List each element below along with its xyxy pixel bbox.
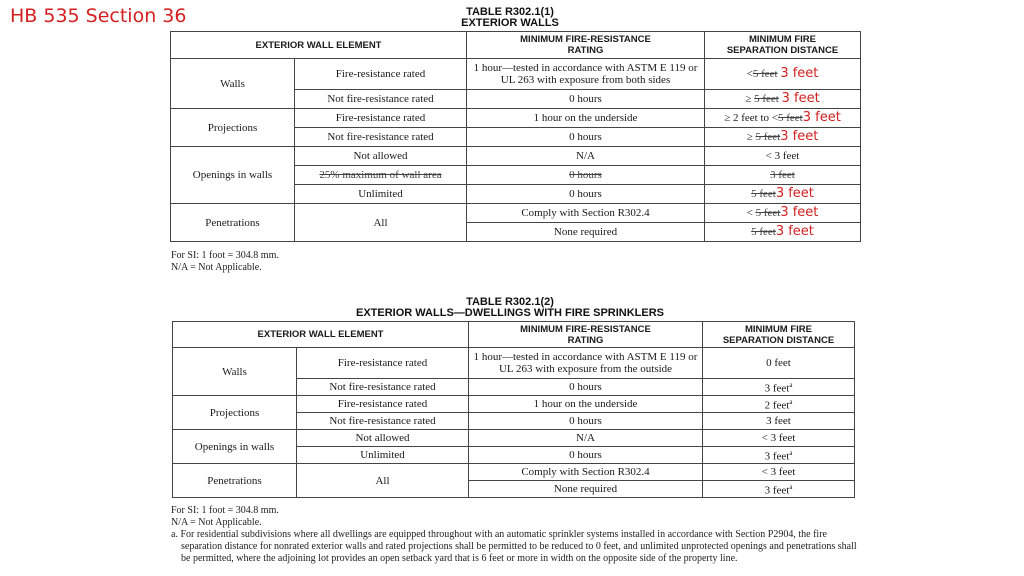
footnote-ref: a — [789, 398, 793, 407]
distance-cell — [705, 109, 861, 128]
note-line: N/A = Not Applicable. — [171, 517, 262, 528]
dist-prefix: ≥ — [746, 131, 753, 143]
table-cell — [703, 481, 855, 498]
amended-distance: 3 feet — [780, 129, 819, 144]
table1-header-element: EXTERIOR WALL ELEMENT — [171, 32, 467, 59]
group-walls: Walls — [171, 59, 295, 109]
table-cell: Comply with Section R302.4 — [469, 464, 703, 481]
distance-cell — [705, 90, 861, 109]
table-cell: < 3 feet — [703, 430, 855, 447]
distance-value: 2 feet — [764, 399, 790, 412]
table-cell: Unlimited — [297, 447, 469, 464]
group-projections: Projections — [173, 396, 297, 430]
table-cell: 0 hours — [469, 379, 703, 396]
table-cell: 1 hour—tested in accordance with ASTM E 119 or UL 263 with exposure from the outside — [469, 348, 703, 379]
table-cell — [703, 379, 855, 396]
group-penetrations: Penetrations — [173, 464, 297, 498]
table-cell: None required — [469, 481, 703, 498]
table-cell: 3 feet — [703, 413, 855, 430]
table-cell: Not fire-resistance rated — [295, 128, 467, 147]
amended-distance: 3 feet — [780, 66, 819, 81]
amended-distance: 3 feet — [781, 91, 820, 106]
table-cell: 1 hour on the underside — [467, 109, 705, 128]
table-cell: Not fire-resistance rated — [297, 413, 469, 430]
struck-distance: 5 feet — [754, 93, 779, 105]
table-cell: 0 hours — [467, 90, 705, 109]
table-cell: 1 hour—tested in accordance with ASTM E 119 or UL 263 with exposure from both sides — [467, 59, 705, 90]
table-cell — [705, 166, 861, 185]
table2-header-element: EXTERIOR WALL ELEMENT — [173, 322, 469, 348]
table-cell: Unlimited — [295, 185, 467, 204]
table-cell: 1 hour on the underside — [469, 396, 703, 413]
group-walls: Walls — [173, 348, 297, 396]
distance-cell — [705, 204, 861, 223]
table2-title: EXTERIOR WALLS—DWELLINGS WITH FIRE SPRINKLERS — [356, 307, 664, 319]
struck-distance: 5 feet — [755, 207, 781, 219]
distance-cell — [705, 185, 861, 204]
table1-heading — [370, 7, 650, 29]
table2-notes — [171, 505, 861, 565]
table2-header-distance: MINIMUM FIRE SEPARATION DISTANCE — [703, 322, 855, 348]
group-openings: Openings in walls — [171, 147, 295, 204]
table1-number: TABLE R302.1(1) — [466, 6, 554, 18]
table-cell: 0 hours — [467, 185, 705, 204]
table2 — [172, 321, 855, 498]
struck-distance: 5 feet — [751, 188, 776, 200]
distance-cell — [705, 59, 861, 90]
amended-distance: 3 feet — [775, 224, 814, 239]
distance-value: 3 feet — [764, 484, 790, 497]
table1-header-distance: MINIMUM FIRE SEPARATION DISTANCE — [705, 32, 861, 59]
table-cell: Not allowed — [297, 430, 469, 447]
table-cell: All — [297, 464, 469, 498]
table2-heading — [330, 297, 690, 319]
table-cell — [703, 447, 855, 464]
table-cell: All — [295, 204, 467, 242]
table-cell: Fire-resistance rated — [295, 59, 467, 90]
table-cell: 0 hours — [469, 413, 703, 430]
table-cell: None required — [467, 223, 705, 242]
table-cell: Fire-resistance rated — [295, 109, 467, 128]
footnote-ref: a — [789, 449, 793, 458]
amended-distance: 3 feet — [802, 110, 841, 125]
group-openings: Openings in walls — [173, 430, 297, 464]
table-cell: N/A — [467, 147, 705, 166]
amended-distance: 3 feet — [775, 186, 814, 201]
table-cell: N/A — [469, 430, 703, 447]
dist-prefix: ≥ — [745, 93, 752, 105]
dist-prefix: ≥ 2 feet to < — [724, 112, 778, 124]
footnote-a: a. For residential subdivisions where all dwellings are equipped throughout with an automatic sprinkler systems installed in accordance with Section P2904, the fire separation distance for nonrated exterior walls and rated projections shall be permitted to be reduced to 0 feet, and unlimited unprotected openings and penetrations shall be permitted, where the adjoining lot provides an open setback yard that is 6 feet or more in width on the opposite side of the property line. — [171, 529, 857, 564]
note-line: N/A = Not Applicable. — [171, 262, 262, 273]
struck-text: 3 feet — [770, 169, 795, 181]
table1 — [170, 31, 861, 242]
table-cell: < 3 feet — [703, 464, 855, 481]
struck-distance: 5 feet — [755, 131, 781, 143]
table-cell: < 3 feet — [705, 147, 861, 166]
table1-header-rating: MINIMUM FIRE-RESISTANCE RATING — [467, 32, 705, 59]
table-cell — [467, 166, 705, 185]
struck-distance: 5 feet — [752, 68, 778, 80]
distance-cell — [705, 223, 861, 242]
struck-text: 0 hours — [569, 169, 602, 181]
table2-number: TABLE R302.1(2) — [466, 296, 554, 308]
table-cell: Not allowed — [295, 147, 467, 166]
table-cell: Comply with Section R302.4 — [467, 204, 705, 223]
group-penetrations: Penetrations — [171, 204, 295, 242]
distance-cell — [705, 128, 861, 147]
table-cell: Fire-resistance rated — [297, 396, 469, 413]
table-cell: 0 hours — [469, 447, 703, 464]
footnote-ref: a — [789, 483, 793, 492]
footnote-ref: a — [789, 381, 793, 390]
table-cell — [703, 396, 855, 413]
struck-distance: 5 feet — [777, 112, 803, 124]
distance-value: 3 feet — [764, 382, 790, 395]
table-cell: Not fire-resistance rated — [297, 379, 469, 396]
dist-prefix: < — [746, 68, 753, 80]
table2-header-rating: MINIMUM FIRE-RESISTANCE RATING — [469, 322, 703, 348]
amended-distance: 3 feet — [780, 205, 819, 220]
table-cell: 0 feet — [703, 348, 855, 379]
table-cell — [295, 166, 467, 185]
struck-distance: 5 feet — [751, 226, 776, 238]
distance-value: 3 feet — [764, 450, 790, 463]
struck-text: 25% maximum of wall area — [319, 169, 442, 181]
table1-title: EXTERIOR WALLS — [461, 17, 559, 29]
note-line: For SI: 1 foot = 304.8 mm. — [171, 250, 279, 261]
table-cell: 0 hours — [467, 128, 705, 147]
slide-title: HB 535 Section 36 — [10, 5, 187, 27]
table1-notes — [171, 250, 279, 274]
group-projections: Projections — [171, 109, 295, 147]
note-line: For SI: 1 foot = 304.8 mm. — [171, 505, 279, 516]
dist-prefix: < — [746, 207, 753, 219]
table-cell: Fire-resistance rated — [297, 348, 469, 379]
table-cell: Not fire-resistance rated — [295, 90, 467, 109]
